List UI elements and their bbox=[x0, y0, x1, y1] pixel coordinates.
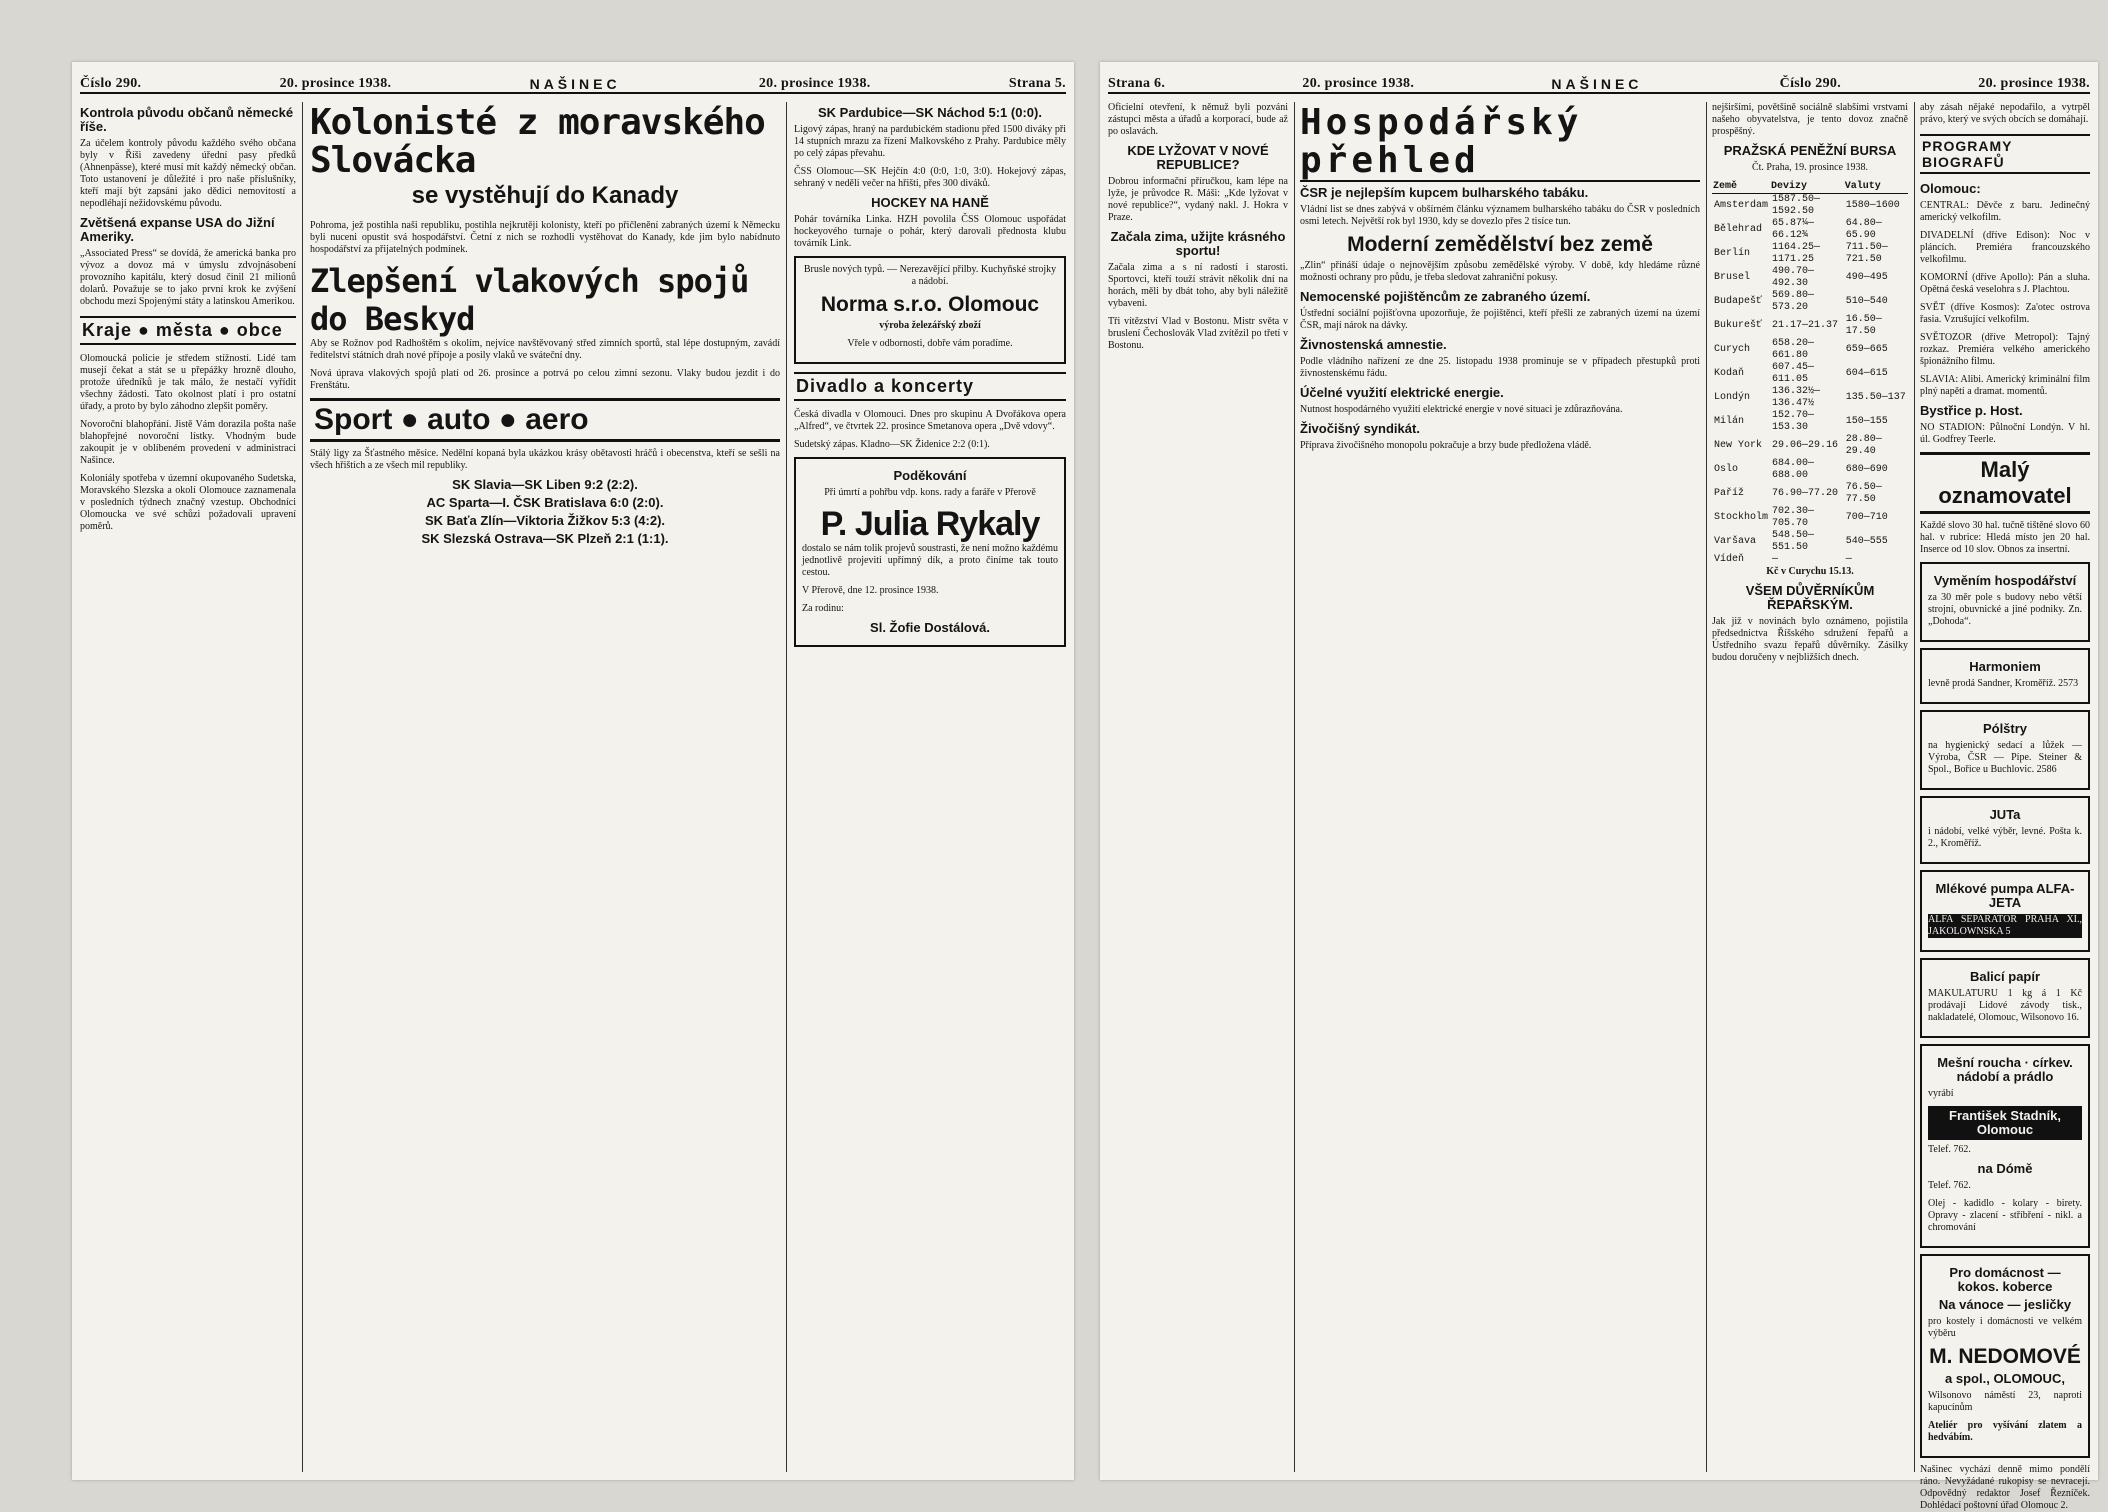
bursa-cell: 684.00—688.00 bbox=[1772, 458, 1815, 481]
issue-number: Číslo 290. bbox=[1779, 76, 1842, 91]
bursa-cell: Bělehrad bbox=[1714, 224, 1763, 235]
bursa-cell: Oslo bbox=[1714, 464, 1739, 475]
right-page bbox=[1100, 62, 2098, 1511]
bursa-cell: 680—690 bbox=[1845, 464, 1888, 475]
cinema-entry: SVĚTOZOR (dříve Metropol): Tajný rozkaz. Premiéra velkého amerického špionážního filmu. bbox=[1920, 332, 2090, 367]
right-column-1 bbox=[1108, 102, 1288, 1472]
bursa-cell: 658.20—661.80 bbox=[1772, 338, 1815, 361]
article-headline: Účelné využití elektrické energie. bbox=[1300, 385, 1504, 400]
classified-ad bbox=[1920, 710, 2090, 790]
ad-text: Brusle nových typů. — Nerezavějící přilby. Kuchyňské strojky a nádobí. bbox=[803, 264, 1057, 287]
bursa-row bbox=[1712, 482, 1908, 506]
article-text: Pohroma, jež postihla naši republiku, postihla nejkrutěji kolonisty, kteří po přičlenění zabraných území k Německu byli nuceni opustit svá hospodářství. Četní z nich se rozhodli vystěhovat do Kanady, kde jim bylo nabídnuto hospodářství za přijatelných podmínek. bbox=[310, 220, 780, 255]
left-column-1 bbox=[80, 102, 296, 1472]
bursa-row bbox=[1712, 314, 1908, 338]
ad-text: pro kostely i domácnosti ve velkém výběru bbox=[1928, 1316, 2082, 1339]
classified-ad bbox=[1920, 796, 2090, 864]
bursa-cell: 21.17—21.37 bbox=[1772, 320, 1839, 331]
ad-text: a spol., OLOMOUC, bbox=[1945, 1371, 2065, 1386]
bursa-cell: New York bbox=[1714, 440, 1763, 451]
ad-headline: Mešní roucha · církev. nádobí a prádlo bbox=[1937, 1055, 2073, 1084]
bursa-cell: Vídeň bbox=[1714, 554, 1745, 565]
ad-headline: JUTa bbox=[1989, 807, 2021, 822]
classified-ad bbox=[1920, 648, 2090, 704]
bursa-row bbox=[1712, 386, 1908, 410]
ad-text: Wilsonovo náměstí 23, naproti kapucínům bbox=[1928, 1390, 2082, 1413]
article-text: Ústřední sociální pojišťovna upozorňuje, že pojištěnci, kteří přešli ze zabraných území na území ČSR, mají nárok na dávky. bbox=[1300, 308, 1700, 331]
bursa-row bbox=[1712, 362, 1908, 386]
left-page bbox=[72, 62, 1074, 1480]
article-headline: Živočišný syndikát. bbox=[1300, 421, 1420, 436]
article-headline: ČSR je nejlepším kupcem bulharského tabáku. bbox=[1300, 185, 1589, 200]
article-text: Stálý ligy za Šťastného měsíce. Nedělní kopaná byla ukázkou krásy obětavosti hráčů i obecenstva, kteří se sešli na všech hřištích a ze všech mil republiky. bbox=[310, 448, 780, 471]
issue-date: 20. prosince 1938. bbox=[1302, 76, 1415, 91]
classified-ad bbox=[1920, 1044, 2090, 1248]
article-text: Koloniály spotřeba v územní okupovaného Sudetska, Moravského Slezska a okolí Olomouce zaznamenala v posledních týdnech značný vzestup. Obchodníci Olomoucka ve své schůzi požadovali upravení poměrů. bbox=[80, 473, 296, 532]
cinema-entry: DIVADELNÍ (dříve Edison): Noc v pláncích. Premiéra francouzského velkofilmu. bbox=[1920, 230, 2090, 265]
bursa-row bbox=[1712, 458, 1908, 482]
bursa-cell: 510—540 bbox=[1845, 296, 1888, 307]
section-header: PROGRAMY BIOGRAFŮ bbox=[1920, 134, 2090, 174]
article-text: ČSS Olomouc—SK Hejčín 4:0 (0:0, 1:0, 3:0). Hokejový zápas, sehraný v neděli večer na hřišti, přes 300 diváků. bbox=[794, 166, 1066, 189]
bursa-cell: 569.80—573.20 bbox=[1772, 290, 1815, 313]
bursa-date: Čt. Praha, 19. prosince 1938. bbox=[1751, 162, 1869, 173]
main-headline: Kolonisté z moravského Slovácka bbox=[310, 102, 765, 181]
notice-title: Poděkování bbox=[893, 468, 967, 483]
bursa-cell: Londýn bbox=[1714, 392, 1751, 403]
bursa-cell: 65.87¼—66.12¾ bbox=[1772, 218, 1815, 241]
ad-headline: Mlékové pumpa ALFA-JETA bbox=[1935, 881, 2075, 910]
article-text: Oficielní otevření, k němuž byli pozváni zástupci města a úřadů a korporací, bude až po oslavách. bbox=[1108, 102, 1288, 137]
article-text: Novoroční blahopřání. Jistě Vám dorazila pošta naše blahopřejné novoroční lístky. Vhodným bude zakoupit je v oblíbeném provedení v administraci Našince. bbox=[80, 419, 296, 466]
bursa-cell: Kodaň bbox=[1714, 368, 1745, 379]
right-column-4 bbox=[1920, 102, 2090, 1511]
ad-text: Telef. 762. bbox=[1928, 1180, 1971, 1191]
ad-text: Vřele v odbornosti, dobře vám poradíme. bbox=[847, 338, 1013, 349]
right-column-3 bbox=[1712, 102, 1908, 1472]
bursa-note: Kč v Curychu 15.13. bbox=[1766, 566, 1854, 577]
page-number: Strana 6. bbox=[1108, 76, 1166, 91]
cinema-entry: NO STADION: Půlnoční Londýn. V hl. úl. Godfrey Teerle. bbox=[1920, 422, 2090, 445]
ad-text: výroba železářský zboží bbox=[879, 320, 981, 331]
section-header: Kraje ● města ● obce bbox=[80, 316, 296, 345]
imprint-footer: Našinec vychází denně mimo pondělí ráno. Nevyžádané rukopisy se nevracejí. Odpovědný redaktor Josef Řezníček. Dohlédací poštovní úřad Olomouc 2. bbox=[1920, 1464, 2090, 1511]
match-result: SK Slavia—SK Liben 9:2 (2:2). bbox=[452, 477, 638, 492]
ad-headline: Pro domácnost — kokos. koberce bbox=[1949, 1265, 2061, 1294]
bursa-cell: Bukurešť bbox=[1714, 320, 1763, 331]
obituary-notice bbox=[794, 457, 1066, 647]
notice-text: dostalo se nám tolik projevů soustrasti, že není možno každému jednotlivě projeviti upřímný dík, a proto činíme tak touto cestou. bbox=[802, 543, 1058, 578]
match-result: SK Baťa Zlín—Viktoria Žižkov 5:3 (4:2). bbox=[424, 513, 666, 528]
ad-headline: Vyměním hospodářství bbox=[1933, 573, 2077, 588]
ad-text: na Dómě bbox=[1977, 1161, 2033, 1176]
article-headline: Živnostenská amnestie. bbox=[1300, 337, 1447, 352]
bursa-row bbox=[1712, 290, 1908, 314]
section-title: Hospodářský přehled bbox=[1300, 104, 1700, 182]
bursa-cell: 76.90—77.20 bbox=[1772, 488, 1839, 499]
article-headline: Začala zima, užijte krásného sportu! bbox=[1110, 229, 1286, 258]
article-headline: Zvětšená expanse USA do Jižní Ameriky. bbox=[80, 215, 275, 244]
article-headline: SK Pardubice—SK Náchod 5:1 (0:0). bbox=[818, 105, 1042, 120]
left-page-header bbox=[80, 70, 1066, 94]
left-column-2 bbox=[310, 102, 780, 1472]
bursa-row bbox=[1712, 194, 1908, 219]
article-text: Aby se Rožnov pod Radhoštěm s okolím, nejvíce navštěvovaný střed zimních sportů, stal lépe dostupným, zavádí ředitelství státních drah nové přípoje a posily vlaků ve sváteční dny. bbox=[310, 338, 780, 361]
section-header: Divadlo a koncerty bbox=[794, 372, 1066, 401]
article-text: Tři vítězství Vlad v Bostonu. Mistr světa v bruslení Čechoslovák Vlad zvítězil po třetí v Bostonu. bbox=[1108, 316, 1288, 351]
ad-brand: František Stadník, Olomouc bbox=[1928, 1106, 2082, 1140]
bursa-col-header: Valuty bbox=[1844, 180, 1908, 194]
article-text: Sudetský zápas. Kladno—SK Židenice 2:2 (0:1). bbox=[794, 439, 990, 450]
article-text: „Associated Press“ se dovídá, že americká banka pro vývoz a dovoz má v úmyslu zdvojnásobení provozního kapitálu, který dosud činil 21 milionů dolarů. Považuje se to jako první krok ke zvýšení obchodu mezi Spojenými státy a latinskou Amerikou. bbox=[80, 248, 296, 307]
bursa-row bbox=[1712, 434, 1908, 458]
ad-headline: Na vánoce — jesličky bbox=[1938, 1297, 2072, 1312]
classified-ad bbox=[1920, 958, 2090, 1038]
classifieds-title: Malý oznamovatel bbox=[1920, 452, 2090, 514]
notice-name: P. Julia Rykaly bbox=[820, 505, 1040, 543]
match-result: SK Slezská Ostrava—SK Plzeň 2:1 (1:1). bbox=[421, 531, 669, 546]
bursa-cell: 29.06—29.16 bbox=[1772, 440, 1839, 451]
article-text: Česká divadla v Olomouci. Dnes pro skupinu A Dvořákova opera „Alfred“, ve čtvrtek 22. prosince Smetanova opera „Dvě vdovy“. bbox=[794, 409, 1066, 432]
classified-ad bbox=[1920, 1254, 2090, 1458]
bursa-title: PRAŽSKÁ PENĚŽNÍ BURSA bbox=[1723, 143, 1897, 158]
bursa-row bbox=[1712, 242, 1908, 266]
ad-text: Ateliér pro vyšívání zlatem a hedvábím. bbox=[1928, 1420, 2082, 1443]
bursa-cell: 702.30—705.70 bbox=[1772, 506, 1815, 529]
issue-date: 20. prosince 1938. bbox=[279, 76, 392, 91]
article-text: Ligový zápas, hraný na pardubickém stadionu před 1500 diváky při 14 stupních mrazu za řízení Malkovského z Prahy. Pardubice měly po celý zápas převahu. bbox=[794, 124, 1066, 159]
issue-date: 20. prosince 1938. bbox=[758, 76, 871, 91]
ad-text: i nádobí, velké výběr, levné. Pošta k. 2., Kroměříž. bbox=[1928, 826, 2082, 849]
left-column-3 bbox=[794, 102, 1066, 1472]
column-rule bbox=[302, 102, 303, 1472]
ad-brand: M. NEDOMOVÉ bbox=[1929, 1345, 2081, 1368]
ad-text: za 30 měr pole s budovy nebo větší strojní, obuvnické a jiné podniky. Zn. „Dohoda“. bbox=[1928, 592, 2082, 627]
column-rule bbox=[1914, 102, 1915, 1472]
article-text: aby zásah nějaké nepodařilo, a vytrpěl právo, který ve svých obcích se domáhají. bbox=[1920, 102, 2090, 125]
bursa-cell: Berlín bbox=[1714, 248, 1751, 259]
bursa-cell: 136.32½—136.47½ bbox=[1772, 386, 1821, 409]
bursa-row bbox=[1712, 506, 1908, 530]
cinema-entry: SLAVIA: Alibi. Americký kriminální film plný napětí a dramat. momentů. bbox=[1920, 374, 2090, 397]
advertisement bbox=[794, 256, 1066, 364]
article-text: Nová úprava vlakových spojů platí od 26. prosince a potrvá po celou zimní sezonu. Vlaky budou jezdit i do Frenštátu. bbox=[310, 368, 780, 391]
bursa-cell: — bbox=[1845, 554, 1852, 565]
ad-text: Telef. 762. bbox=[1928, 1144, 1971, 1155]
bursa-cell: Budapešť bbox=[1714, 296, 1763, 307]
article-text: Jak již v novinách bylo oznámeno, pojistila předsednictva Říšského sdružení řepařů a Ústředního svazu řepařů důvěrníky. Zásilky budou doručeny v nejbližších dnech. bbox=[1712, 616, 1908, 663]
notice-signature: Sl. Žofie Dostálová. bbox=[870, 620, 990, 635]
notice-place: V Přerově, dne 12. prosince 1938. bbox=[802, 585, 939, 596]
article-headline: KDE LYŽOVAT V NOVÉ REPUBLICE? bbox=[1127, 143, 1269, 172]
article-headline: Nemocenské pojištěncům ze zabraného území. bbox=[1300, 289, 1591, 304]
article-text: Olomoucká policie je středem stížností. Lidé tam musejí čekat a stát se u přepážky hrozně dlouho, protože úředníků je tak málo, že nestačí vyřídit všechny žádosti. Tato okolnost platí i pro ostatní úřady, a proto by bylo záhodno zlepšit poměry. bbox=[80, 353, 296, 412]
bursa-cell: 28.80—29.40 bbox=[1845, 434, 1882, 457]
classifieds-rates: Každé slovo 30 hal. tučně tištěné slovo 60 hal. v rubrice: Hledá místo jen 20 hal. Inserce od 10 slov. Obnos za insertní. bbox=[1920, 520, 2090, 555]
ad-text: ALFA SEPARATOR PRAHA XI., JAKOLOWNSKA 5 bbox=[1928, 914, 2082, 937]
column-rule bbox=[1706, 102, 1707, 1472]
bursa-cell: 1587.50—1592.50 bbox=[1772, 194, 1821, 217]
article-text: Dobrou informační příručkou, kam lépe na lyže, je průvodce R. Máši: „Kde lyžovat v nové republice?“, vydaný nakl. J. Hokra v Praze. bbox=[1108, 176, 1288, 223]
bursa-cell: Curych bbox=[1714, 344, 1751, 355]
column-rule bbox=[786, 102, 787, 1472]
bursa-cell: 700—710 bbox=[1845, 512, 1888, 523]
bursa-cell: 152.70—153.30 bbox=[1772, 410, 1815, 433]
bursa-col-header: Devizy bbox=[1770, 180, 1844, 194]
ad-text: na hygienický sedací a lůžek — Výroba, ČSR — Pípe. Steiner & Spol., Bořice u Buchlovic. 2586 bbox=[1928, 740, 2082, 775]
ad-headline: Harmoniem bbox=[1969, 659, 2041, 674]
bursa-cell: Milán bbox=[1714, 416, 1745, 427]
ad-brand: Norma s.r.o. Olomouc bbox=[820, 293, 1040, 316]
bursa-cell: 150—155 bbox=[1845, 416, 1888, 427]
bursa-row bbox=[1712, 218, 1908, 242]
notice-signature-label: Za rodinu: bbox=[802, 603, 844, 614]
article-text: Za účelem kontroly původu každého svého občana byly v Říši zavedeny úřední pasy předků (Ahnenpässe), které musí mít každý německý občan. Toto ustanovení je důležité i pro naše příslušníky, kteří mají být zapsáni jako dědici nemovitostí a nepodléhají nežidovskému původu. bbox=[80, 138, 296, 209]
classified-ad bbox=[1920, 870, 2090, 952]
article-text: Podle vládního nařízení ze dne 25. listopadu 1938 prominuje se v případech přestupků proti živnostenskému řádu. bbox=[1300, 356, 1700, 379]
article-text: Příprava živočišného monopolu pokračuje a brzy bude předložena vládě. bbox=[1300, 440, 1592, 451]
issue-date: 20. prosince 1938. bbox=[1978, 76, 2090, 91]
article-text: Nutnost hospodárného využití elektrické energie v nové situaci je zdůrazňována. bbox=[1300, 404, 1623, 415]
bursa-cell: Stockholm bbox=[1714, 512, 1769, 523]
section-header: Sport ● auto ● aero bbox=[310, 398, 780, 442]
bursa-cell: 607.45—611.05 bbox=[1772, 362, 1815, 385]
masthead-title: NAŠINEC bbox=[1551, 76, 1643, 92]
masthead-title: NAŠINEC bbox=[529, 76, 621, 92]
cinema-entry: SVĚT (dříve Kosmos): Za'otec ostrova řasia. Vzrušující velkofilm. bbox=[1920, 302, 2090, 325]
article-text: „Zlin“ přináší údaje o nejnovějším způsobu zemědělské výroby. V době, kdy hledáme různé možnosti ochrany pro půdu, je třeba sledovat zahraniční pokusy. bbox=[1300, 260, 1700, 283]
classified-ad bbox=[1920, 562, 2090, 642]
bursa-cell: 659—665 bbox=[1845, 344, 1888, 355]
article-text: nejširšími, povětšině sociálně slabšími vrstvami našeho obyvatelstva, je tento dovoz značně prospěšný. bbox=[1712, 102, 1908, 137]
bursa-cell: 64.80—65.90 bbox=[1845, 218, 1882, 241]
right-page-header bbox=[1108, 70, 2090, 94]
bursa-cell: 1580—1600 bbox=[1845, 200, 1900, 211]
bursa-cell: 490.70—492.30 bbox=[1772, 266, 1815, 289]
match-result: AC Sparta—I. ČSK Bratislava 6:0 (2:0). bbox=[426, 495, 664, 510]
bursa-cell: 135.50—137 bbox=[1845, 392, 1906, 403]
ad-headline: Pólštry bbox=[1982, 721, 2028, 736]
cinema-list bbox=[1920, 200, 2090, 398]
page-number: Strana 5. bbox=[1008, 76, 1066, 91]
city-label: Olomouc: bbox=[1920, 181, 1981, 196]
bursa-cell: Paříž bbox=[1714, 488, 1745, 499]
notice-intro: Při úmrtí a pohřbu vdp. kons. rady a faráře v Přerově bbox=[824, 487, 1036, 498]
bursa-row bbox=[1712, 554, 1908, 566]
article-text: Začala zima a s ní radostí i starosti. Sportovci, kteří touží strávit několik dní na horách, měli by dbát toho, aby byli náležitě vybaveni. bbox=[1108, 262, 1288, 309]
cinema-entry: KOMORNÍ (dříve Apollo): Pán a sluha. Opětná česká veselohra s J. Plachtou. bbox=[1920, 272, 2090, 295]
article-headline: Moderní zemědělství bez země bbox=[1347, 233, 1653, 256]
article-text: Vládní list se dnes zabývá v obšírném článku významem bulharského tabáku do ČSR v posledních osmi letech. Největší rok byl 1930, kdy se dovezlo přes 2 tisíce tun. bbox=[1300, 204, 1700, 227]
bursa-row bbox=[1712, 266, 1908, 290]
bursa-cell: 604—615 bbox=[1845, 368, 1888, 379]
column-rule bbox=[1294, 102, 1295, 1472]
right-column-2 bbox=[1300, 102, 1700, 1472]
bursa-cell: 711.50—721.50 bbox=[1845, 242, 1888, 265]
main-subheadline: se vystěhují do Kanady bbox=[411, 182, 679, 209]
ad-text: vyrábí bbox=[1928, 1088, 1954, 1099]
city-label: Bystřice p. Host. bbox=[1920, 403, 2023, 418]
article-headline: VŠEM DŮVĚRNÍKŮM ŘEPAŘSKÝM. bbox=[1745, 583, 1875, 612]
bursa-cell: 76.50—77.50 bbox=[1845, 482, 1882, 505]
bursa-cell: — bbox=[1772, 554, 1779, 565]
bursa-cell: 16.50—17.50 bbox=[1845, 314, 1882, 337]
bursa-cell: Varšava bbox=[1714, 536, 1757, 547]
ad-text: levně prodá Sandner, Kroměříž. 2573 bbox=[1928, 678, 2079, 689]
bursa-cell: 490—495 bbox=[1845, 272, 1888, 283]
ad-text: Olej - kadidlo - kolary - birety. Opravy - zlacení - stříbření - nikl. a chromování bbox=[1928, 1198, 2082, 1233]
cinema-entry: CENTRAL: Děvče z baru. Jedinečný americký velkofilm. bbox=[1920, 200, 2090, 223]
bursa-cell: 1164.25—1171.25 bbox=[1772, 242, 1821, 265]
issue-number: Číslo 290. bbox=[80, 76, 142, 91]
bursa-cell: Brusel bbox=[1714, 272, 1751, 283]
bursa-table bbox=[1712, 180, 1908, 566]
article-headline: Zlepšení vlakových spojů do Beskyd bbox=[310, 262, 749, 338]
ad-text: MAKULATURU 1 kg á 1 Kč prodávají Lidové závody tisk., nakladatelé, Olomouc, Wilsonovo 16. bbox=[1928, 988, 2082, 1023]
bursa-cell: 540—555 bbox=[1845, 536, 1888, 547]
bursa-cell: 548.50—551.50 bbox=[1772, 530, 1815, 553]
article-headline: Kontrola původu občanů německé říše. bbox=[80, 105, 294, 134]
article-text: Pohár továrníka Linka. HZH povolila ČSS Olomouc uspořádat hockeyového turnaje o pohár, který darovali přednosta klubu továrník Link. bbox=[794, 214, 1066, 249]
bursa-row bbox=[1712, 338, 1908, 362]
bursa-col-header: Země bbox=[1712, 180, 1770, 194]
ad-headline: Balicí papír bbox=[1969, 969, 2041, 984]
bursa-row bbox=[1712, 410, 1908, 434]
bursa-cell: Amsterdam bbox=[1714, 200, 1769, 211]
article-headline: HOCKEY NA HANĚ bbox=[871, 195, 989, 210]
bursa-row bbox=[1712, 530, 1908, 554]
